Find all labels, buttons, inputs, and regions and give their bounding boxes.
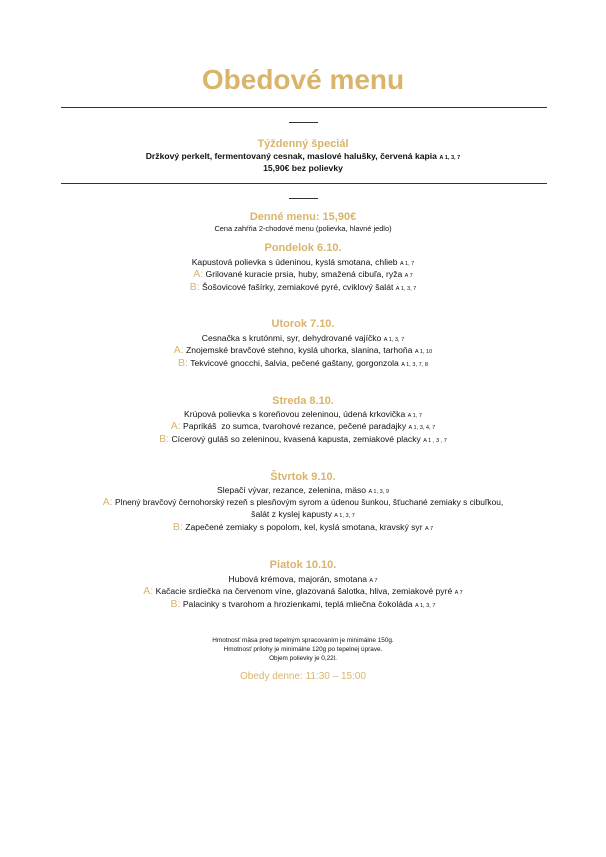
allergens: A 1, 3, 7	[383, 337, 405, 343]
short-divider	[289, 122, 318, 123]
special-price: 15,90€ bez polievky	[263, 163, 343, 173]
option-b-text: Zapečené zemiaky s popolom, kel, kyslá smotana, kravský syr	[185, 522, 423, 532]
allergens: A 1, 3, 9	[368, 489, 389, 495]
day-title-tuesday: Utorok 7.10.	[271, 318, 335, 330]
option-b-label: B:	[159, 433, 170, 445]
divider	[61, 183, 547, 184]
option-a-label: A:	[143, 585, 154, 597]
option-a-text: Paprikáš zo sumca, tvarohové rezance, pečené paradajky	[183, 421, 407, 431]
allergens: A 1, 3, 7	[334, 513, 355, 519]
allergens: A 1, 3, 7	[395, 286, 417, 292]
option-b-tuesday	[0, 357, 606, 372]
allergens: A 1, 3, 7, 8	[401, 362, 428, 368]
option-a-label: A:	[173, 344, 184, 356]
option-b-text: Cícerový guláš so zeleninou, kvasená kapusta, zemiakové placky	[171, 434, 421, 444]
daily-note: Cena zahŕňa 2-chodové menu (polievka, hlavné jedlo)	[214, 224, 392, 233]
short-divider	[289, 198, 318, 199]
option-b-monday	[0, 281, 606, 296]
soup-text: Krúpová polievka s koreňovou zeleninou, údená krkovička	[184, 409, 406, 419]
allergens: A 1, 7	[407, 413, 422, 419]
allergens: A 1, 3, 4, 7	[408, 425, 436, 431]
special-allergens: A 1, 3, 7	[439, 155, 461, 161]
soup-text: Slepačí vývar, rezance, zelenina, mäso	[217, 485, 367, 495]
day-title-friday: Piatok 10.10.	[269, 559, 337, 571]
footnote-soup: Objem polievky je 0,22l.	[269, 655, 337, 662]
footnote-meat: Hmotnosť mäsa pred tepelným spracovaním je minimálne 150g.	[212, 637, 394, 644]
option-b-label: B:	[170, 598, 181, 610]
option-a-text: Plnený bravčový černohorský rezeň s plesňovým syrom a údenou šunkou, šťuchané zemiaky s cibuľkou,	[115, 497, 504, 507]
day-title-wednesday: Streda 8.10.	[272, 395, 334, 407]
allergens: A 7	[454, 590, 463, 596]
allergens: A 1, 3, 7	[414, 603, 436, 609]
divider	[61, 107, 547, 108]
option-b-label: B:	[178, 357, 188, 369]
option-b-friday	[0, 598, 606, 613]
special-heading: Týždenný špeciál	[257, 138, 349, 150]
option-b-text: Tekvicové gnocchi, šalvia, pečené gaštany, gorgonzola	[190, 358, 399, 368]
option-b-wednesday	[0, 433, 606, 448]
option-a-label: A:	[193, 268, 204, 280]
option-a-label: A:	[170, 420, 181, 432]
special-dish-text: Držkový perkelt, fermentovaný cesnak, maslové halušky, červená kapia	[145, 151, 437, 161]
option-b-label: B:	[189, 281, 200, 293]
option-a-text: Kačacie srdiečka na červenom víne, glazovaná šalotka, hliva, zemiakové pyré	[155, 586, 453, 596]
allergens: A 1, 10	[414, 349, 433, 355]
option-a-text: Znojemské bravčové stehno, kyslá uhorka, slanina, tarhoňa	[186, 345, 413, 355]
allergens: A 7	[424, 526, 434, 532]
soup-text: Hubová krémova, majorán, smotana	[228, 574, 368, 584]
option-a-text-cont: šalát z kyslej kapusty	[251, 509, 332, 519]
day-title-thursday: Štvrtok 9.10.	[270, 471, 336, 483]
option-b-text: Palacinky s tvarohom a hrozienkami, teplá mliečna čokoláda	[182, 599, 413, 609]
option-b-label: B:	[172, 521, 183, 533]
daily-heading: Denné menu: 15,90€	[249, 211, 357, 223]
page-title: Obedové menu	[201, 64, 405, 95]
allergens: A 7	[404, 273, 413, 279]
lunch-hours: Obedy denne: 11:30 – 15:00	[239, 671, 367, 682]
allergens: A 1 , 3 , 7	[423, 438, 447, 444]
footnote-side: Hmotnosť prílohy je minimálne 120g po tepelnej úprave.	[223, 646, 383, 653]
soup-text: Kapustová polievka s údeninou, kyslá smotana, chlieb	[191, 257, 398, 267]
allergens: A 1, 7	[399, 261, 415, 267]
allergens: A 7	[369, 578, 378, 584]
option-b-text: Šošovicové fašírky, zemiakové pyré, cviklový šalát	[202, 282, 394, 292]
option-a-text: Grilované kuracie prsia, huby, smažená cibuľa, ryža	[205, 269, 403, 279]
option-b-thursday	[0, 521, 606, 536]
day-title-monday: Pondelok 6.10.	[264, 242, 342, 254]
soup-text: Cesnačka s krutónmi, syr, dehydrované vajíčko	[201, 333, 382, 343]
option-a-thursday	[0, 496, 606, 509]
option-a-label: A:	[102, 496, 113, 508]
